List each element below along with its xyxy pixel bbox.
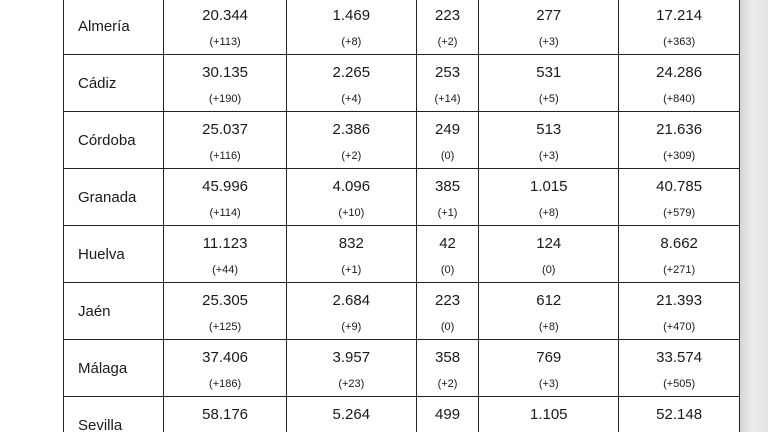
cell-daily-change: (+5): [538, 93, 559, 105]
data-cell-c3: [416, 0, 478, 55]
table-row: [64, 397, 740, 432]
cell-daily-change: (+4): [341, 93, 362, 105]
cell-value: 52.148: [656, 406, 703, 423]
data-cell-c1: [164, 226, 287, 283]
cell-daily-change: (+1): [437, 207, 458, 219]
cell-daily-change: (+505): [663, 378, 696, 390]
cell-daily-change: (+2): [437, 36, 458, 48]
cell-value: 223: [435, 292, 461, 309]
cell-daily-change: (+363): [663, 36, 696, 48]
cell-daily-change: (+470): [663, 321, 696, 333]
cell-value: 8.662: [660, 235, 698, 252]
cell-daily-change: (+8): [341, 36, 362, 48]
data-cell-c1: [164, 397, 287, 432]
cell-daily-change: (+840): [663, 93, 696, 105]
cell-daily-change: (+116): [209, 150, 241, 162]
cell-daily-change: (+125): [209, 321, 242, 333]
cell-value: 30.135: [202, 64, 249, 81]
cell-daily-change: (+3): [538, 36, 559, 48]
data-cell-c5: [619, 340, 740, 397]
cell-value: 58.176: [202, 406, 249, 423]
cell-daily-change: (+8): [538, 321, 559, 333]
cell-value: 499: [435, 406, 461, 423]
data-cell-c2: [286, 169, 416, 226]
data-cell-c1: [164, 0, 287, 55]
cell-value: 1.105: [529, 406, 568, 423]
data-cell-c3: [416, 340, 478, 397]
data-cell-c4: [479, 0, 619, 55]
cell-daily-change: (+2): [341, 150, 362, 162]
cell-value: 223: [435, 7, 461, 24]
cell-value: 25.037: [202, 121, 249, 138]
cell-value: 2.386: [332, 121, 371, 138]
table-row: [64, 283, 740, 340]
cell-value: 21.636: [656, 121, 703, 138]
data-cell-c2: [286, 112, 416, 169]
table-row: [64, 55, 740, 112]
table-row: [64, 112, 740, 169]
data-cell-c4: [479, 340, 619, 397]
data-cell-c1: [164, 112, 287, 169]
table-row: [64, 226, 740, 283]
cell-value: 4.096: [332, 178, 371, 195]
data-cell-c5: [619, 0, 740, 55]
cell-value: 21.393: [656, 292, 703, 309]
data-cell-c4: [479, 55, 619, 112]
data-cell-c1: [164, 169, 287, 226]
cell-daily-change: (0): [440, 321, 455, 333]
cell-daily-change: (+579): [663, 207, 696, 219]
province-name: Jaén: [64, 283, 164, 340]
data-cell-c5: [619, 112, 740, 169]
cell-value: 45.996: [202, 178, 249, 195]
cell-value: 769: [536, 349, 562, 366]
table-row: [64, 340, 740, 397]
cell-value: 124: [536, 235, 562, 252]
cell-daily-change: (+23): [338, 378, 365, 390]
data-cell-c5: [619, 226, 740, 283]
province-name: Córdoba: [64, 112, 164, 169]
cell-daily-change: (+309): [663, 150, 696, 162]
cell-daily-change: (+190): [209, 93, 242, 105]
table-row: [64, 0, 740, 55]
data-cell-c1: [164, 283, 287, 340]
cell-daily-change: (+10): [338, 207, 365, 219]
cell-value: 832: [338, 235, 364, 252]
cell-value: 2.684: [332, 292, 371, 309]
cell-value: 1.469: [332, 7, 371, 24]
data-cell-c2: [286, 55, 416, 112]
data-cell-c5: [619, 55, 740, 112]
cell-daily-change: (+3): [538, 378, 559, 390]
cell-daily-change: (+114): [209, 207, 241, 219]
page-edge-shadow: [740, 0, 768, 432]
cell-value: 17.214: [656, 7, 703, 24]
cell-value: 20.344: [202, 7, 249, 24]
cell-value: 37.406: [202, 349, 249, 366]
cell-value: 385: [435, 178, 461, 195]
cell-value: 277: [536, 7, 562, 24]
cell-daily-change: (+2): [437, 378, 458, 390]
cell-daily-change: (+271): [663, 264, 696, 276]
cell-daily-change: (+3): [538, 150, 559, 162]
province-data-table: [63, 0, 740, 432]
cell-value: 2.265: [332, 64, 371, 81]
cell-daily-change: (+186): [209, 378, 242, 390]
data-cell-c2: [286, 397, 416, 432]
cell-value: 11.123: [202, 235, 248, 252]
cell-value: 612: [536, 292, 562, 309]
province-name: Málaga: [64, 340, 164, 397]
cell-value: 531: [536, 64, 562, 81]
cell-value: 1.015: [529, 178, 568, 195]
cell-daily-change: (+8): [538, 207, 559, 219]
cell-value: 249: [435, 121, 461, 138]
data-cell-c4: [479, 112, 619, 169]
cell-daily-change: (0): [440, 150, 455, 162]
data-cell-c2: [286, 0, 416, 55]
cell-value: 5.264: [332, 406, 371, 423]
data-cell-c5: [619, 397, 740, 432]
data-cell-c4: [479, 397, 619, 432]
cell-value: 253: [435, 64, 461, 81]
data-cell-c1: [164, 340, 287, 397]
data-cell-c3: [416, 112, 478, 169]
data-cell-c3: [416, 397, 478, 432]
data-cell-c4: [479, 283, 619, 340]
cell-daily-change: (0): [542, 264, 556, 276]
cell-value: 42: [439, 235, 456, 252]
cell-value: 40.785: [656, 178, 703, 195]
data-cell-c2: [286, 226, 416, 283]
province-name: Granada: [64, 169, 164, 226]
cell-value: 33.574: [656, 349, 703, 366]
cell-daily-change: (+1): [341, 264, 362, 276]
province-name: Sevilla: [64, 397, 164, 432]
cell-daily-change: (0): [440, 264, 455, 276]
data-cell-c1: [164, 55, 287, 112]
data-cell-c5: [619, 283, 740, 340]
data-cell-c3: [416, 55, 478, 112]
cell-daily-change: (+113): [209, 36, 241, 48]
cell-daily-change: (+14): [434, 93, 461, 105]
cell-value: 3.957: [332, 349, 371, 366]
cell-value: 25.305: [202, 292, 249, 309]
data-cell-c5: [619, 169, 740, 226]
cell-daily-change: (+9): [341, 321, 362, 333]
data-cell-c3: [416, 283, 478, 340]
data-cell-c3: [416, 226, 478, 283]
cell-value: 24.286: [656, 64, 703, 81]
data-cell-c4: [479, 226, 619, 283]
province-name: Almería: [64, 0, 164, 55]
cell-daily-change: (+44): [212, 264, 239, 276]
data-cell-c3: [416, 169, 478, 226]
data-cell-c2: [286, 340, 416, 397]
data-cell-c2: [286, 283, 416, 340]
data-cell-c4: [479, 169, 619, 226]
province-name: Cádiz: [64, 55, 164, 112]
province-name: Huelva: [64, 226, 164, 283]
cell-value: 513: [536, 121, 562, 138]
cell-value: 358: [435, 349, 461, 366]
table-row: [64, 169, 740, 226]
